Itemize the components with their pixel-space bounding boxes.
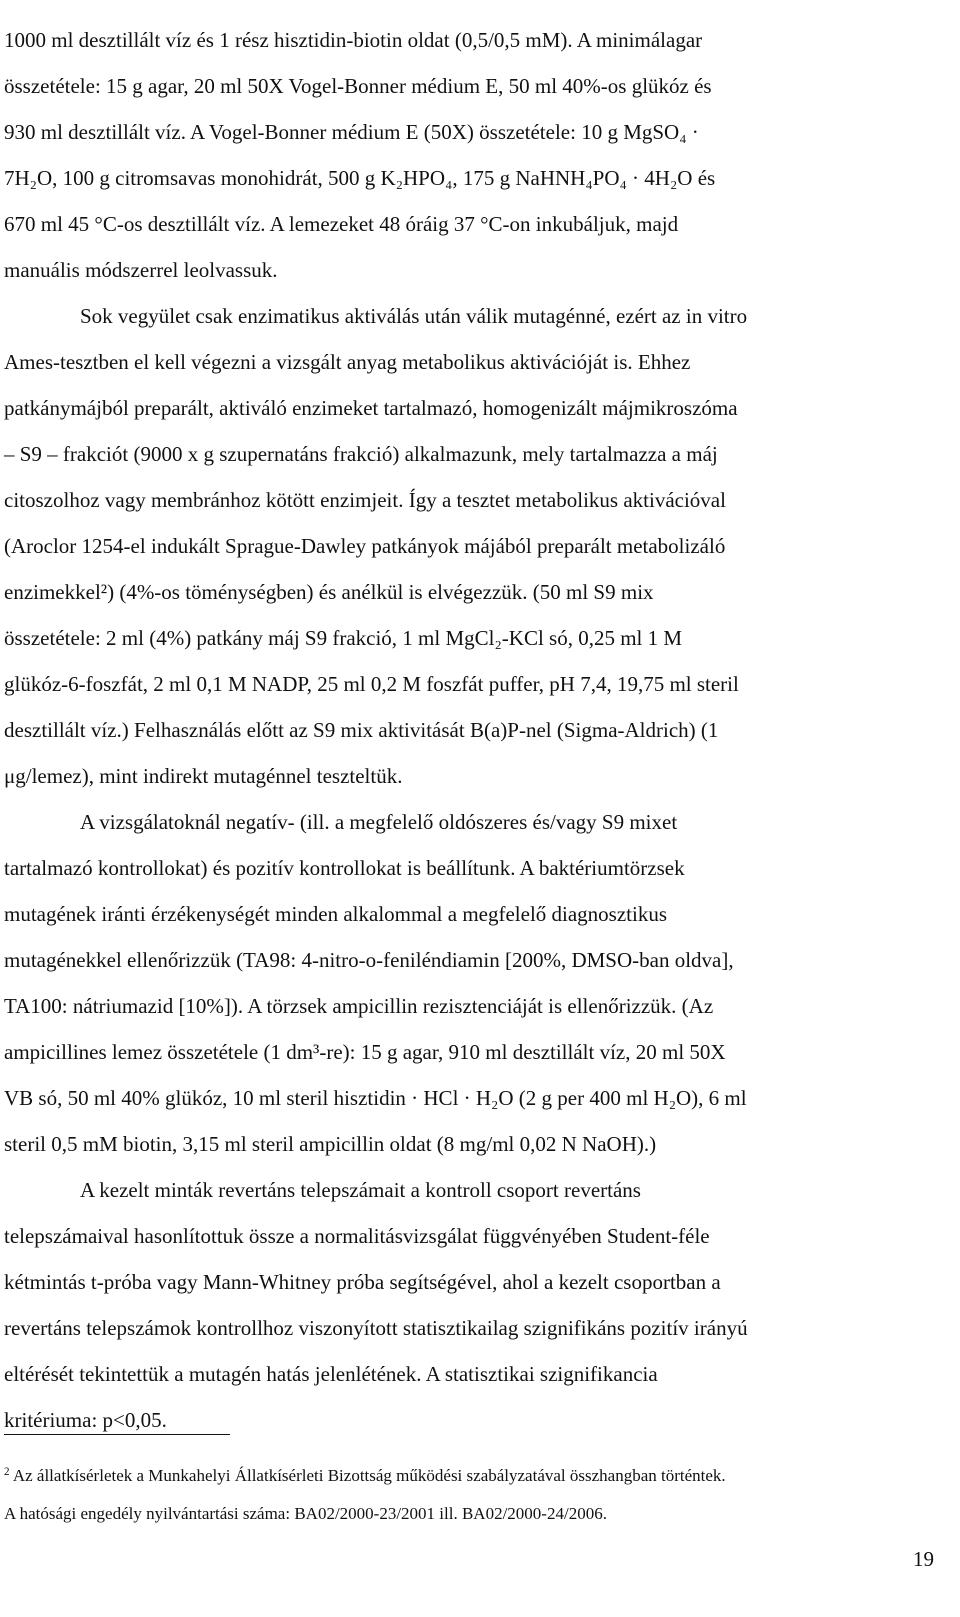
footnote-line: A hatósági engedély nyilvántartási száma: BA02/2000-23/2001 ill. BA02/2000-24/2006. (4, 1504, 607, 1523)
body-line: 930 ml desztillált víz. A Vogel-Bonner médium E (50X) összetétele: 10 g MgSO₄ · (4, 120, 699, 144)
body-line: összetétele: 15 g agar, 20 ml 50X Vogel-Bonner médium E, 50 ml 40%-os glükóz és (4, 74, 712, 98)
footnote-marker: 2 (4, 1465, 10, 1478)
body-line: 670 ml 45 °C-os desztillált víz. A lemezeket 48 óráig 37 °C-on inkubáljuk, majd (4, 212, 679, 236)
body-line: enzimekkel²) (4%-os töménységben) és anélkül is elvégezzük. (50 ml S9 mix (4, 580, 654, 604)
body-line: glükóz-6-foszfát, 2 ml 0,1 M NADP, 25 ml 0,2 M foszfát puffer, pH 7,4, 19,75 ml steril (4, 672, 739, 696)
body-line: kritériuma: p<0,05. (4, 1408, 167, 1432)
body-line: revertáns telepszámok kontrollhoz viszonyított statisztikailag szignifikáns pozitív irányú (4, 1316, 748, 1340)
body-line: TA100: nátriumazid [10%]). A törzsek ampicillin rezisztenciáját is ellenőrizzük. (Az (4, 994, 714, 1018)
body-line: eltérését tekintettük a mutagén hatás jelenlétének. A statisztikai szignifikancia (4, 1362, 658, 1386)
paragraph-start-line: A vizsgálatoknál negatív- (ill. a megfelelő oldószeres és/vagy S9 mixet (80, 810, 678, 834)
body-line: (Aroclor 1254-el indukált Sprague-Dawley patkányok májából preparált metabolizáló (4, 534, 726, 558)
paragraph-start-line: Sok vegyület csak enzimatikus aktiválás után válik mutagénné, ezért az in vitro (80, 304, 748, 328)
body-line: mutagénekkel ellenőrizzük (TA98: 4-nitro-o-feniléndiamin [200%, DMSO-ban oldva], (4, 948, 734, 972)
footnote-text: Az állatkísérletek a Munkahelyi Állatkísérleti Bizottság működési szabályzatával összhangban történtek. (12, 1466, 726, 1485)
body-line: tartalmazó kontrollokat) és pozitív kontrollokat is beállítunk. A baktériumtörzsek (4, 856, 685, 880)
body-line: mutagének iránti érzékenységét minden alkalommal a megfelelő diagnosztikus (4, 902, 668, 926)
body-line: μg/lemez), mint indirekt mutagénnel teszteltük. (4, 764, 403, 788)
body-line: desztillált víz.) Felhasználás előtt az S9 mix aktivitását B(a)P-nel (Sigma-Aldrich) (1 (4, 718, 719, 742)
body-line: steril 0,5 mM biotin, 3,15 ml steril ampicillin oldat (8 mg/ml 0,02 N NaOH).) (4, 1132, 657, 1156)
body-line: – S9 – frakciót (9000 x g szupernatáns frakció) alkalmazunk, mely tartalmazza a máj (4, 442, 718, 466)
body-line: Ames-tesztben el kell végezni a vizsgált anyag metabolikus aktivációját is. Ehhez (4, 350, 691, 374)
body-line: patkánymájból preparált, aktiváló enzimeket tartalmazó, homogenizált májmikroszóma (4, 396, 738, 420)
body-line: manuális módszerrel leolvassuk. (4, 258, 278, 282)
body-line: telepszámaival hasonlítottuk össze a normalitásvizsgálat függvényében Student-féle (4, 1224, 710, 1248)
body-line: VB só, 50 ml 40% glükóz, 10 ml steril hisztidin · HCl · H₂O (2 g per 400 ml H₂O), 6 ml (4, 1086, 747, 1110)
body-line: 1000 ml desztillált víz és 1 rész hisztidin-biotin oldat (0,5/0,5 mM). A minimálagar (4, 28, 703, 52)
body-line: kétmintás t-próba vagy Mann-Whitney próba segítségével, ahol a kezelt csoportban a (4, 1270, 721, 1294)
body-line: citoszolhoz vagy membránhoz kötött enzimjeit. Így a tesztet metabolikus aktivációval (4, 488, 726, 512)
body-line: összetétele: 2 ml (4%) patkány máj S9 frakció, 1 ml MgCl₂-KCl só, 0,25 ml 1 M (4, 626, 683, 650)
body-line: ampicillines lemez összetétele (1 dm³-re): 15 g agar, 910 ml desztillált víz, 20 ml 50X (4, 1040, 726, 1064)
page-number: 19 (913, 1547, 934, 1571)
paragraph-start-line: A kezelt minták revertáns telepszámait a kontroll csoport revertáns (80, 1178, 641, 1202)
footnote-divider (4, 1434, 230, 1435)
body-line: 7H₂O, 100 g citromsavas monohidrát, 500 g K₂HPO₄, 175 g NaHNH₄PO₄ · 4H₂O és (4, 166, 716, 190)
footnote-line (4, 1465, 930, 1487)
